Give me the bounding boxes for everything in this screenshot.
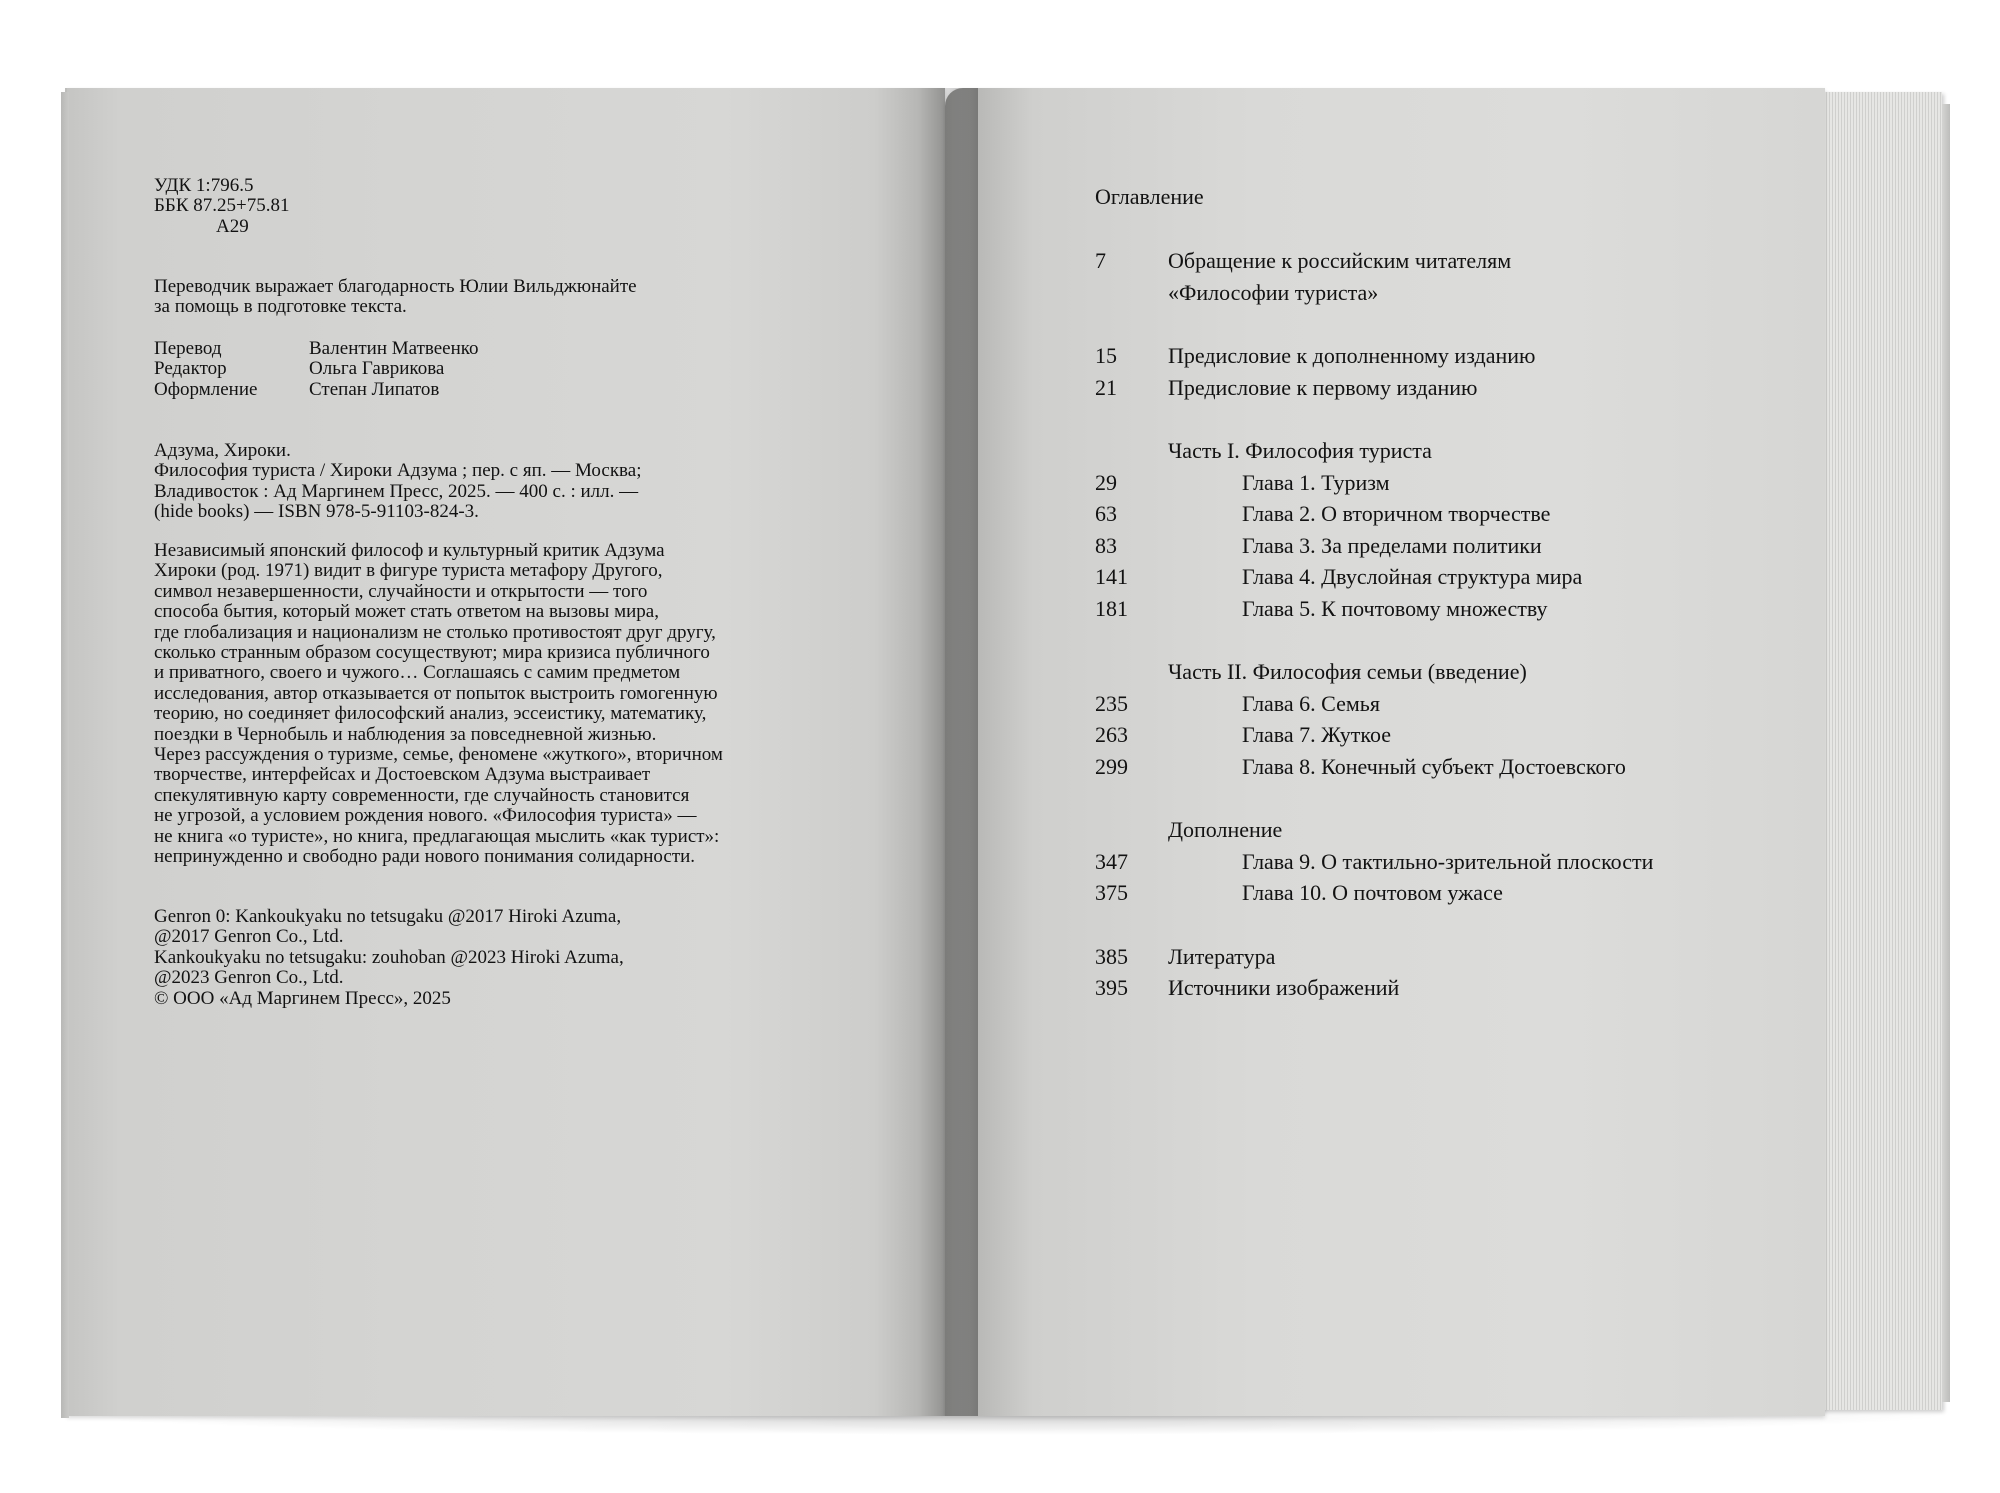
toc-entry-title: Обращение к российским читателям	[1168, 248, 1512, 273]
toc-gap	[1095, 624, 1795, 656]
copyright-line: © ООО «Ад Маргинем Пресс», 2025	[154, 987, 451, 1009]
toc-entry-title: Глава 9. О тактильно-зрительной плоскости	[1242, 848, 1654, 874]
toc-page-number: 385	[1095, 943, 1128, 969]
toc-page-number: 299	[1095, 753, 1128, 779]
udk-bbk-block	[154, 176, 289, 237]
toc-entry-title: Глава 6. Семья	[1242, 690, 1380, 716]
toc-page-number: 15	[1095, 343, 1117, 368]
toc-chapter	[1095, 719, 1795, 751]
toc-entry-title: Глава 2. О вторичном творчестве	[1242, 501, 1551, 526]
toc-page-number: 347	[1095, 848, 1128, 874]
toc-title: Оглавление	[1095, 184, 1204, 209]
toc-entry	[1095, 372, 1795, 404]
toc-chapter	[1095, 530, 1795, 562]
annotation-line: поездки в Чернобыль и наблюдения за повседневной жизнью.	[154, 723, 657, 745]
annotation-line: Хироки (род. 1971) видит в фигуре туриста метафору Другого,	[154, 560, 663, 582]
copyright-line: @2017 Genron Co., Ltd.	[154, 926, 344, 948]
toc-chapter	[1095, 561, 1795, 593]
credit-row	[154, 359, 479, 379]
toc-entry-title: Дополнение	[1168, 817, 1283, 842]
biblio-line: Адзума, Хироки.	[154, 440, 291, 461]
toc-entry-title: Глава 8. Конечный субъект Достоевского	[1242, 753, 1626, 779]
toc-entry-title: Предисловие к дополненному изданию	[1168, 343, 1536, 368]
toc-page-number: 29	[1095, 469, 1117, 495]
toc-entry	[1095, 277, 1795, 309]
toc-entry-title: «Философии туриста»	[1168, 279, 1379, 305]
annotation-line: не угрозой, а условием рождения нового. «Философия туриста» —	[154, 805, 697, 827]
bbk-line: ББК 87.25+75.81	[154, 195, 290, 217]
toc-page-number: 21	[1095, 374, 1117, 400]
credit-name: Ольга Гаврикова	[309, 358, 445, 380]
toc-entry	[1095, 972, 1795, 1004]
toc-page-number: 235	[1095, 690, 1128, 716]
toc-entry-title: Глава 10. О почтовом ужасе	[1242, 880, 1503, 905]
toc-entry-title: Глава 3. За пределами политики	[1242, 532, 1542, 558]
toc-page-number	[1095, 277, 1168, 309]
bibliographic-record	[154, 441, 874, 523]
annotation-line: исследования, автор отказывается от попыток выстроить гомогенную	[154, 682, 718, 704]
biblio-line: Владивосток : Ад Маргинем Пресс, 2025. — 400 с. : илл. —	[154, 480, 639, 502]
copyright-line: Genron 0: Kankoukyaku no tetsugaku @2017 Hiroki Azuma,	[154, 906, 622, 927]
toc-entry-title: Часть I. Философия туриста	[1168, 438, 1432, 463]
toc-entry	[1095, 435, 1795, 467]
annotation-line: не книга «о туристе», но книга, предлагающая мыслить «как турист»:	[154, 825, 720, 847]
biblio-line: Философия туриста / Хироки Адзума ; пер. с яп. — Москва;	[154, 460, 642, 482]
toc-entry-title: Источники изображений	[1168, 975, 1400, 1000]
toc-gap	[1095, 308, 1795, 340]
annotation-line: теорию, но соединяет философский анализ, эссеистику, математику,	[154, 703, 707, 725]
annotation-line: непринужденно и свободно ради нового понимания солидарности.	[154, 846, 696, 868]
translator-thanks	[154, 277, 637, 318]
annotation-line: Независимый японский философ и культурный критик Адзума	[154, 540, 665, 561]
toc-chapter	[1095, 877, 1795, 909]
credit-role: Редактор	[154, 358, 227, 380]
credit-row	[154, 380, 479, 400]
toc-chapter	[1095, 751, 1795, 783]
toc-entry	[1095, 941, 1795, 973]
toc-entry	[1095, 656, 1795, 688]
toc-page-number	[1095, 656, 1168, 688]
toc-chapter	[1095, 688, 1795, 720]
annotation-line: и приватного, своего и чужого… Соглашаясь с самим предметом	[154, 662, 681, 684]
annotation-line: способа бытия, который может стать ответом на вызовы мира,	[154, 601, 659, 623]
credit-row	[154, 339, 479, 359]
credit-name: Валентин Матвеенко	[309, 338, 479, 359]
toc-chapter	[1095, 846, 1795, 878]
credit-name: Степан Липатов	[309, 378, 440, 400]
toc-entry-title: Глава 4. Двуслойная структура мира	[1242, 564, 1583, 589]
toc-page-number: 395	[1095, 975, 1128, 1000]
toc-entry-title: Глава 1. Туризм	[1242, 469, 1390, 495]
toc-gap	[1095, 403, 1795, 435]
toc-page-number: 263	[1095, 722, 1128, 747]
annotation	[154, 541, 874, 868]
toc-page-number: 375	[1095, 880, 1128, 905]
author-mark: А29	[216, 215, 249, 237]
credit-role: Оформление	[154, 378, 258, 400]
toc-entry-title: Глава 5. К почтовому множеству	[1242, 595, 1548, 621]
toc-entry	[1095, 245, 1795, 277]
toc-page-number: 181	[1095, 595, 1128, 621]
copyright-line: Kankoukyaku no tetsugaku: zouhoban @2023 Hiroki Azuma,	[154, 946, 624, 968]
toc-chapter	[1095, 593, 1795, 625]
toc-entry	[1095, 340, 1795, 372]
copyright-block	[154, 907, 874, 1009]
credits-block	[154, 339, 479, 400]
annotation-line: символ незавершенности, случайности и открытости — того	[154, 580, 648, 602]
credit-role: Перевод	[154, 338, 222, 359]
annotation-line: сколько странным образом сосуществуют; мира кризиса публичного	[154, 642, 710, 664]
annotation-line: Через рассуждения о туризме, семье, феномене «жуткого», вторичном	[154, 744, 723, 766]
toc-chapter	[1095, 467, 1795, 499]
copyright-line: @2023 Genron Co., Ltd.	[154, 967, 344, 989]
toc-gap	[1095, 782, 1795, 814]
toc-page-number	[1095, 814, 1168, 846]
annotation-line: где глобализация и национализм не столько противостоят друг другу,	[154, 621, 716, 643]
toc-gap	[1095, 909, 1795, 941]
annotation-line: творчестве, интерфейсах и Достоевском Адзума выстраивает	[154, 764, 651, 786]
annotation-line: спекулятивную карту современности, где случайность становится	[154, 784, 690, 806]
toc-page-number: 141	[1095, 564, 1128, 589]
toc-page-number: 83	[1095, 532, 1117, 558]
toc-entry-title: Глава 7. Жуткое	[1242, 722, 1392, 747]
toc-entry	[1095, 814, 1795, 846]
toc-page-number: 63	[1095, 501, 1117, 526]
toc-page-number: 7	[1095, 248, 1106, 273]
toc-entry-title: Предисловие к первому изданию	[1168, 374, 1478, 400]
thanks-line: за помощь в подготовке текста.	[154, 296, 407, 318]
biblio-line: (hide books) — ISBN 978-5-91103-824-3.	[154, 501, 479, 523]
toc-entry-title: Часть II. Философия семьи (введение)	[1168, 659, 1527, 684]
toc-chapter	[1095, 498, 1795, 530]
toc-page-number	[1095, 435, 1168, 467]
thanks-line: Переводчик выражает благодарность Юлии Вильджюнайте	[154, 276, 637, 297]
table-of-contents	[1095, 245, 1795, 1004]
toc-entry-title: Литература	[1168, 943, 1276, 969]
udk-line: УДК 1:796.5	[154, 175, 254, 196]
